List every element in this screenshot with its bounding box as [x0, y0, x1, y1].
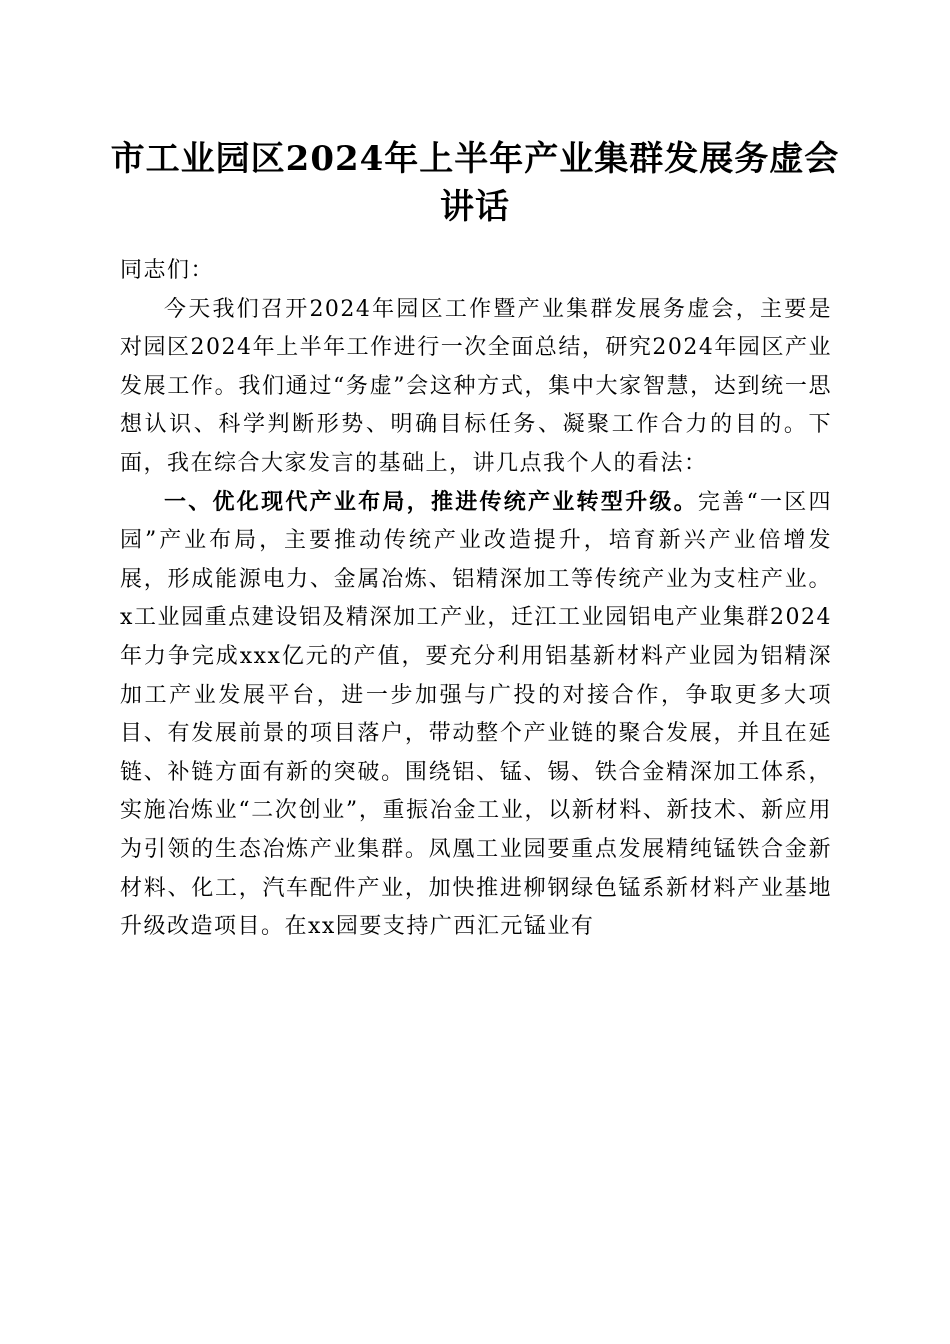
section-1-paragraph: [120, 484, 832, 947]
section-1-heading: 一、优化现代产业布局，推进传统产业转型升级。: [164, 489, 698, 515]
salutation: 同志们：: [120, 258, 215, 283]
section-1-body: 完善“一区四园”产业布局，主要推动传统产业改造提升，培育新兴产业倍增发展，形成能源电力、金属冶炼、铝精深加工等传统产业为支柱产业。x工业园重点建设铝及精深加工产业，迁江工业园铝电产业集群2024年力争完成xxx亿元的产值，要充分利用铝基新材料产业园为铝精深加工产业发展平台，进一步加强与广投的对接合作，争取更多大项目、有发展前景的项目落户，带动整个产业链的聚合发展，并且在延链、补链方面有新的突破。围绕铝、锰、锡、铁合金精深加工体系，实施冶炼业“二次创业”，重振冶金工业，以新材料、新技术、新应用为引领的生态冶炼产业集群。凤凰工业园要重点发展精纯锰铁合金新材料、化工，汽车配件产业，加快推进柳钢绿色锰系新材料产业基地升级改造项目。在xx园要支持广西汇元锰业有: [120, 489, 832, 940]
document-body: [120, 252, 832, 947]
intro-paragraph: 今天我们召开2024年园区工作暨产业集群发展务虚会，主要是对园区2024年上半年工作进行一次全面总结，研究2024年园区产业发展工作。我们通过“务虚”会这种方式，集中大家智慧，达到统一思想认识、科学判断形势、明确目标任务、凝聚工作合力的目的。下面，我在综合大家发言的基础上，讲几点我个人的看法：: [120, 296, 832, 476]
document-title: 市工业园区2024年上半年产业集群发展务虚会讲话: [110, 139, 840, 227]
